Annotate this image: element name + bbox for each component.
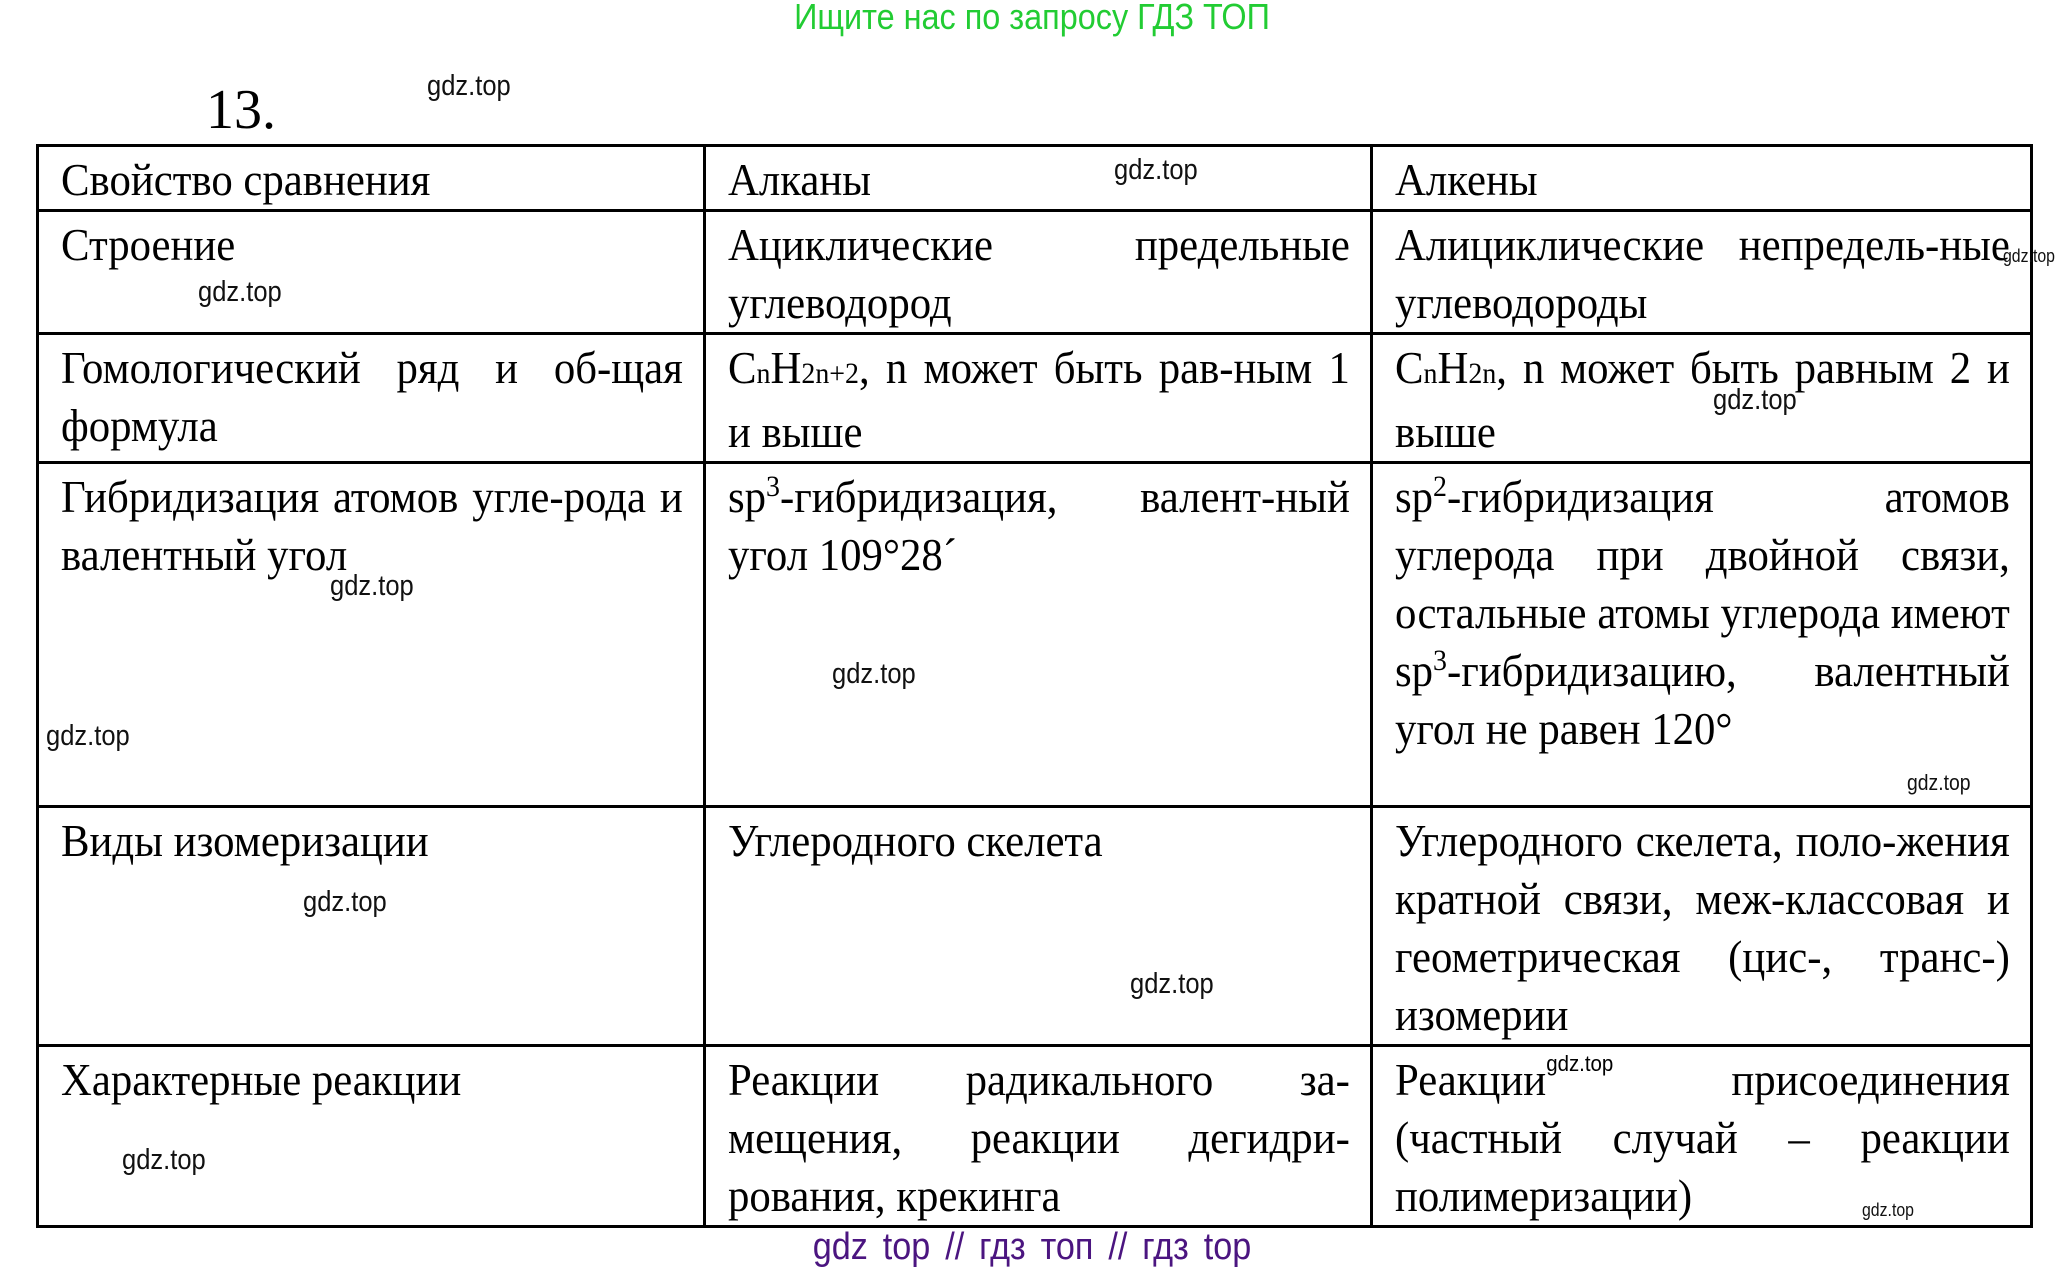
header-cell <box>38 146 705 211</box>
watermark: gdz.top <box>1862 1200 1914 1220</box>
reactions-word: Реакции <box>1395 1054 1547 1105</box>
formula-h: H <box>770 342 802 393</box>
header-alkenes: Алкены <box>1395 154 1538 205</box>
orbital-prefix: sp <box>1395 471 1434 522</box>
orbital-superscript: 2 <box>1433 470 1447 503</box>
formula-description: , n может быть равным 2 и выше <box>1395 342 2010 457</box>
table-row <box>38 807 2032 1046</box>
hybridization-description: -гибридизация, валент-ный угол 109°28´ <box>728 471 1350 580</box>
header-cell <box>1372 146 2032 211</box>
watermark: gdz.top <box>46 720 130 752</box>
table-cell <box>705 463 1372 807</box>
property-structure: Строение <box>61 219 236 270</box>
header-alkanes: Алканы <box>728 154 872 205</box>
watermark: gdz.top <box>198 276 282 308</box>
orbital-prefix: sp <box>728 471 767 522</box>
alkenes-reactions <box>1395 1051 2010 1225</box>
alkanes-reactions: Реакции радикального за-мещения, реакции дегидри-рования, крекинга <box>728 1054 1350 1221</box>
table-header-row <box>38 146 2032 211</box>
formula-h: H <box>1437 342 1469 393</box>
watermark: gdz.top <box>122 1144 206 1176</box>
table-cell <box>1372 463 2032 807</box>
table-cell <box>1372 807 2032 1046</box>
alkanes-structure: Ациклические предельные углеводород <box>728 219 1350 328</box>
watermark: gdz.top <box>832 658 916 690</box>
watermark: gdz.top <box>303 886 387 918</box>
header-property: Свойство сравнения <box>61 154 431 205</box>
alkanes-formula <box>728 339 1350 461</box>
table-cell <box>38 334 705 463</box>
hybridization-description: -гибридизацию, валентный угол не равен 120° <box>1395 645 2010 754</box>
formula-subscript: 2n+2 <box>801 357 859 390</box>
table-cell <box>705 1046 1372 1227</box>
table-row <box>38 463 2032 807</box>
search-banner: Ищите нас по запросу ГДЗ ТОП <box>794 0 1270 37</box>
orbital-superscript: 3 <box>1433 644 1447 677</box>
property-reactions: Характерные реакции <box>61 1054 462 1105</box>
formula-subscript: 2n <box>1468 357 1497 390</box>
property-homologous-series: Гомологический ряд и об-щая формула <box>61 342 683 451</box>
watermark: gdz.top <box>427 70 511 102</box>
watermark: gdz.top <box>2003 246 2055 266</box>
watermark: gdz.top <box>1907 770 1971 795</box>
property-hybridization: Гибридизация атомов угле-рода и валентный угол <box>61 471 683 580</box>
table-cell <box>1372 1046 2032 1227</box>
task-number: 13. <box>206 79 276 141</box>
table-cell <box>705 211 1372 334</box>
comparison-table <box>36 144 2033 1228</box>
table-cell <box>1372 211 2032 334</box>
header-cell <box>705 146 1372 211</box>
alkanes-isomerism: Углеродного скелета <box>728 815 1103 866</box>
table-cell <box>38 211 705 334</box>
table-cell <box>38 463 705 807</box>
table-cell <box>705 807 1372 1046</box>
table-row <box>38 1046 2032 1227</box>
formula-c: C <box>1395 342 1424 393</box>
alkenes-isomerism: Углеродного скелета, поло-жения кратной связи, меж-классовая и геометрическая (цис-, транс-) изомерии <box>1395 815 2010 1040</box>
table-cell <box>38 807 705 1046</box>
formula-subscript: n <box>756 357 771 390</box>
watermark: gdz.top <box>1130 968 1214 1000</box>
table-cell <box>705 334 1372 463</box>
footer-watermark: gdz top // гдз топ // гдз top <box>812 1226 1252 1268</box>
alkenes-hybridization <box>1395 468 2010 758</box>
reactions-description: присоединения (частный случай – реакции полимеризации) <box>1395 1054 2010 1221</box>
table-cell <box>1372 334 2032 463</box>
formula-subscript: n <box>1423 357 1438 390</box>
watermark: gdz.top <box>330 570 414 602</box>
orbital-superscript: 3 <box>766 470 780 503</box>
alkenes-formula <box>1395 339 2010 461</box>
hybridization-description: -гибридизация атомов углерода при двойной связи, остальные атомы углерода имеют sp <box>1395 471 2010 696</box>
watermark: gdz.top <box>1114 154 1198 186</box>
formula-description: , n может быть рав-ным 1 и выше <box>728 342 1350 457</box>
property-isomerism: Виды изомеризации <box>61 815 429 866</box>
watermark-inline: gdz.top <box>1546 1051 1614 1076</box>
table-row <box>38 211 2032 334</box>
alkenes-structure: Алициклические непредель-ные углеводороды <box>1395 219 2010 328</box>
table-cell <box>38 1046 705 1227</box>
watermark: gdz.top <box>1713 384 1797 416</box>
formula-c: C <box>728 342 757 393</box>
alkanes-hybridization <box>728 468 1350 584</box>
